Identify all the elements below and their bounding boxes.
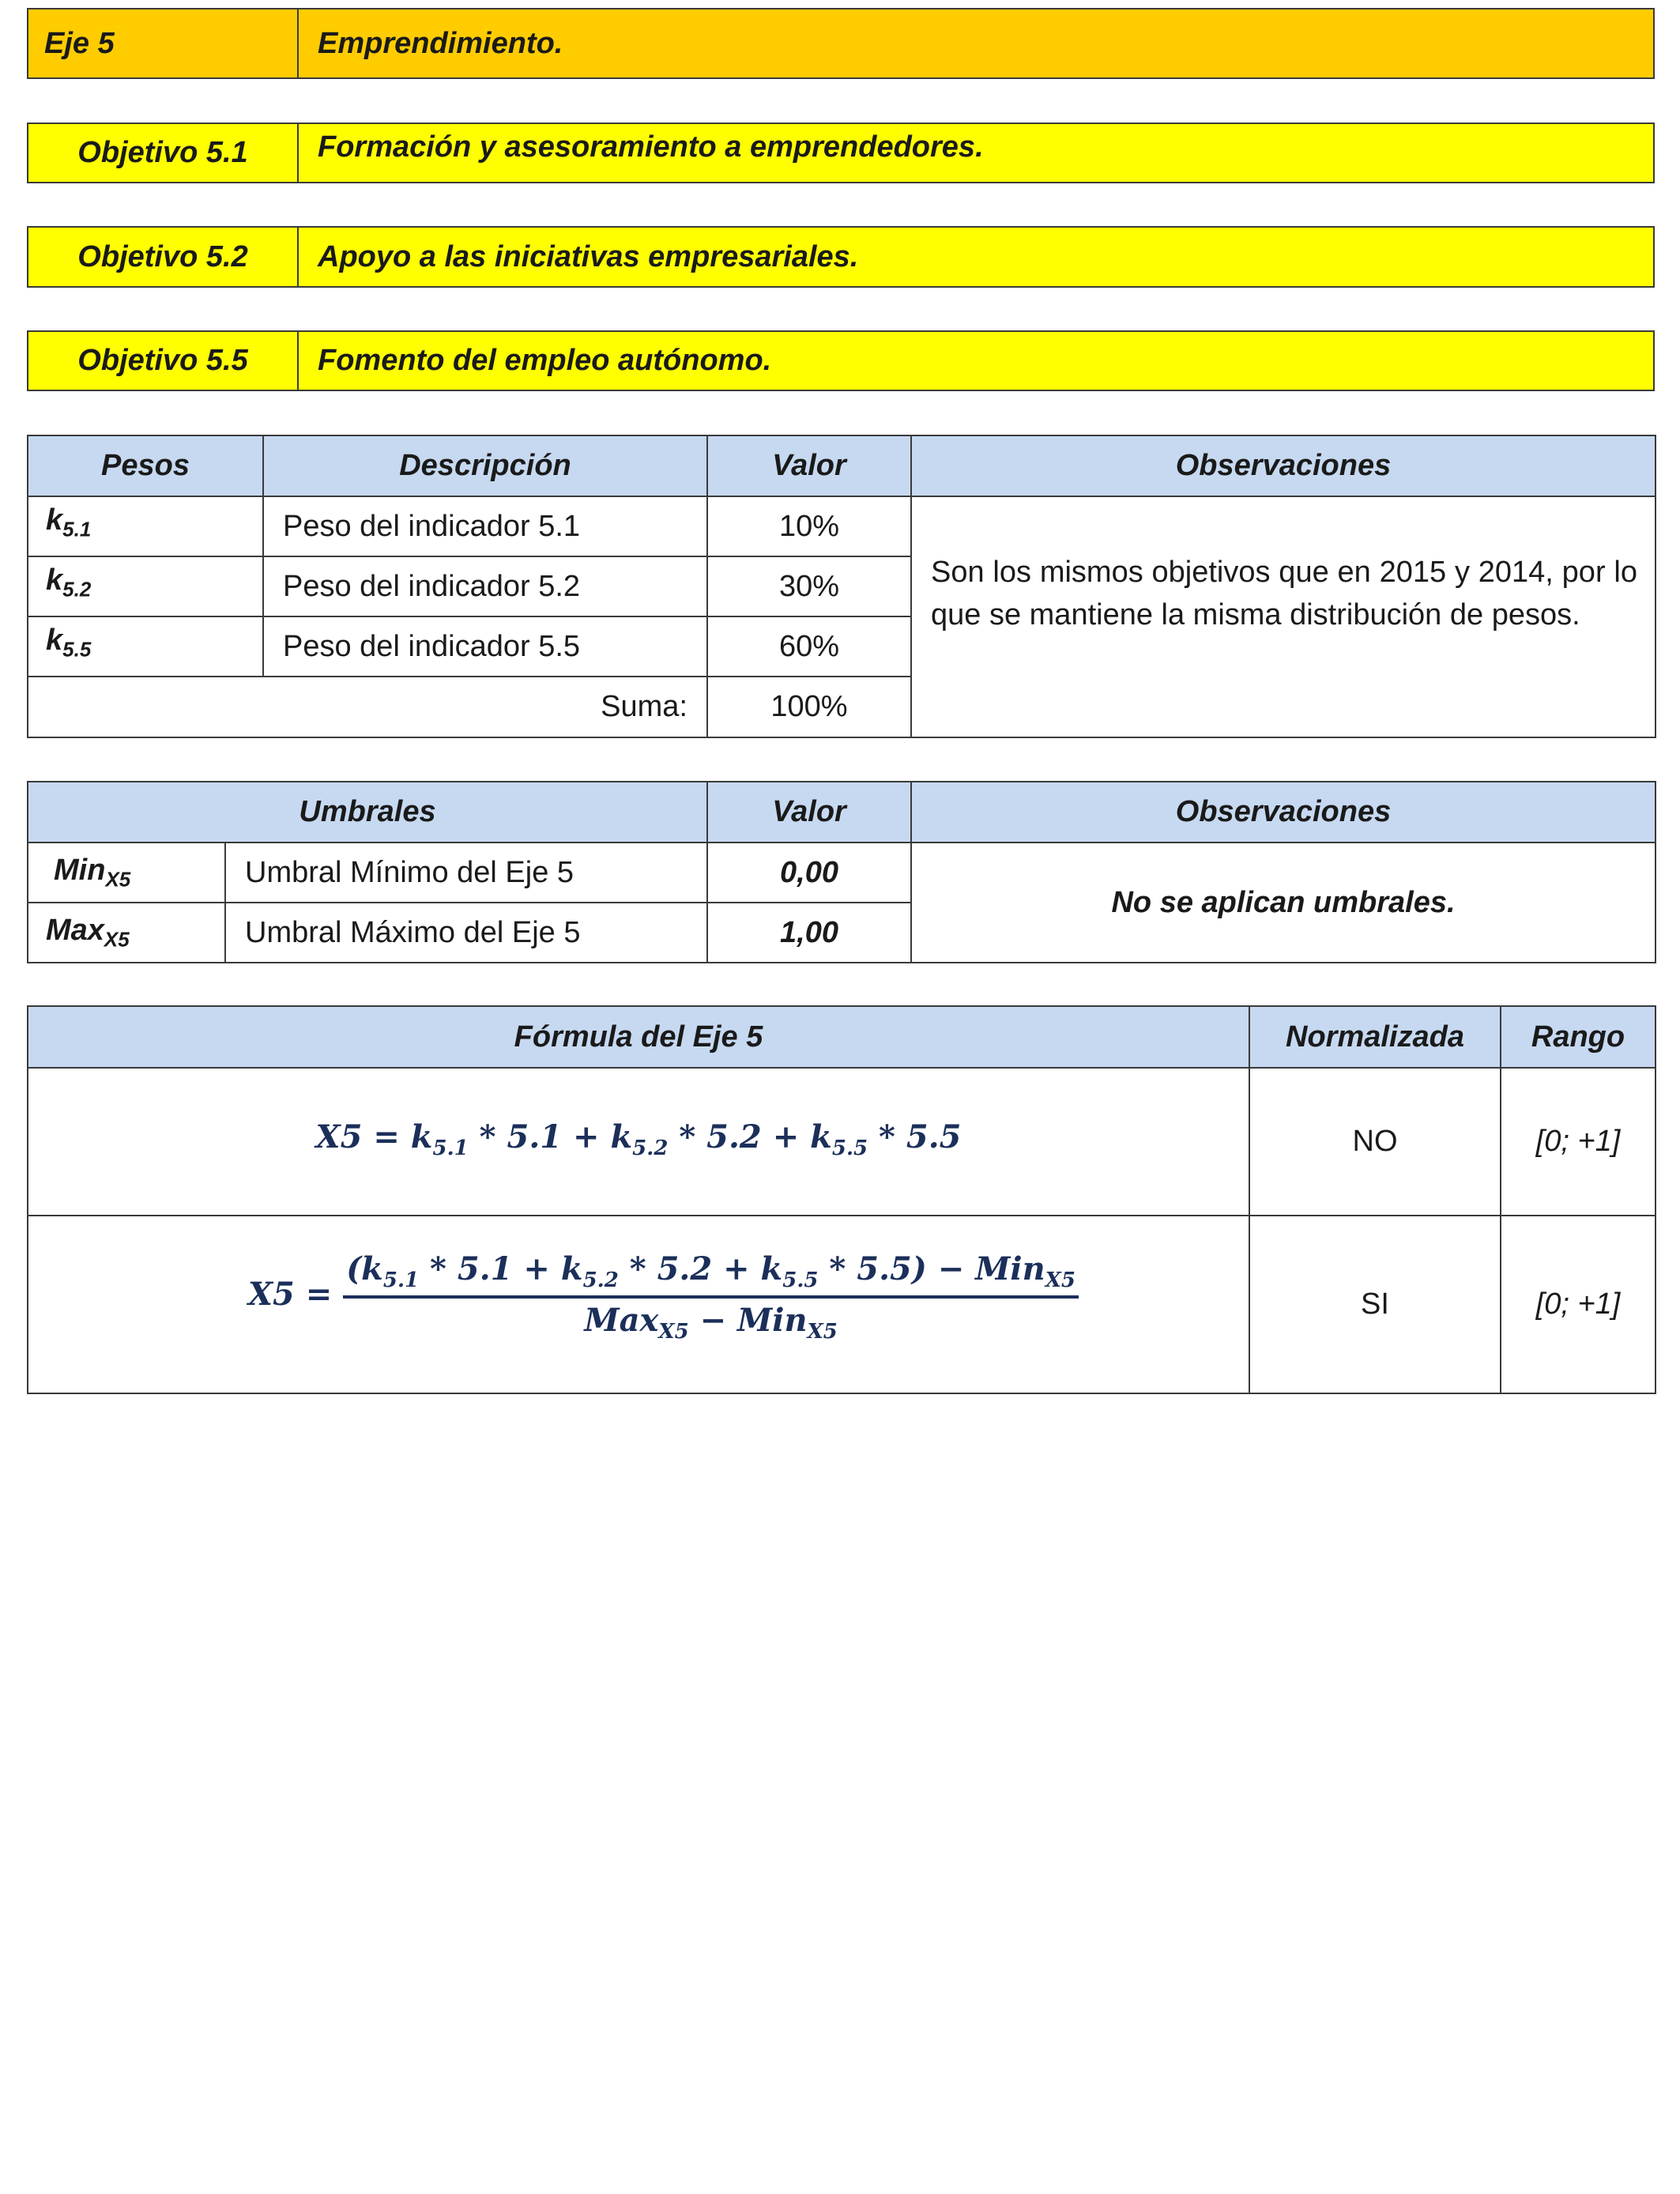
threshold-description: Umbral Máximo del Eje 5 (225, 903, 707, 963)
axis-title: Emprendimiento. (318, 26, 563, 60)
objective-label: Objetivo 5.5 (28, 332, 299, 390)
weight-description: Peso del indicador 5.5 (263, 616, 707, 677)
formula-normalized (28, 1216, 1249, 1393)
header-formula: Fórmula del Eje 5 (28, 1006, 1249, 1068)
objective-title: Apoyo a las iniciativas empresariales. (318, 239, 859, 273)
objective-bar-5-1 (27, 123, 1655, 183)
range-value: [0; +1] (1501, 1068, 1656, 1216)
table-row (28, 1216, 1656, 1393)
formula-expression: $X5 = k_{5.1} * 5.1 + k_{5.2} * 5.2 + k_{5.5} * 5.5$ (315, 1118, 962, 1160)
objective-label: Objetivo 5.1 (28, 124, 299, 182)
thresholds-table (27, 781, 1656, 963)
objective-label: Objetivo 5.2 (28, 228, 299, 286)
threshold-symbol: Min$_{X5}$ (28, 843, 225, 903)
header-normalizada: Normalizada (1249, 1006, 1501, 1068)
axis-label: Eje 5 (28, 9, 299, 77)
formula-table (27, 1005, 1656, 1394)
header-observaciones: Observaciones (911, 435, 1656, 496)
header-observaciones: Observaciones (911, 782, 1656, 843)
threshold-symbol: Max$_{X5}$ (28, 903, 225, 963)
objective-title: Formación y asesoramiento a emprendedores. (318, 130, 984, 164)
header-umbrales: Umbrales (28, 782, 707, 843)
objective-bar-5-5 (27, 330, 1655, 391)
header-descripcion: Descripción (263, 435, 707, 496)
formula-expression: X5 = $\frac{(k_{5.1} * 5.1 + k_{5.2} * 5.2 + k_{5.5} * 5.5) - Min_{X5}}{Max_{X5} - Min_{X5}}$ (248, 1276, 1079, 1313)
weights-observations: Son los mismos objetivos que en 2015 y 2014, por lo que se mantiene la misma distribución de pesos. (911, 496, 1656, 737)
formula-plain (28, 1068, 1249, 1216)
table-row (28, 843, 1656, 903)
header-rango: Rango (1501, 1006, 1656, 1068)
axis-header-bar (27, 8, 1655, 79)
weight-description: Peso del indicador 5.2 (263, 556, 707, 616)
sum-value: 100% (707, 677, 911, 737)
weight-value: 60% (707, 616, 911, 677)
normalized-value: NO (1249, 1068, 1501, 1216)
weight-value: 30% (707, 556, 911, 616)
range-value: [0; +1] (1501, 1216, 1656, 1393)
table-row (28, 1068, 1656, 1216)
header-valor: Valor (707, 435, 911, 496)
normalized-value: SI (1249, 1216, 1501, 1393)
objective-bar-5-2 (27, 226, 1655, 288)
weight-symbol: $k_{5.2}$ (28, 556, 263, 616)
objective-title: Fomento del empleo autónomo. (318, 344, 772, 377)
table-row (28, 496, 1656, 556)
header-pesos: Pesos (28, 435, 263, 496)
header-valor: Valor (707, 782, 911, 843)
threshold-value: 0,00 (707, 843, 911, 903)
weight-symbol: $k_{5.5}$ (28, 616, 263, 677)
weight-value: 10% (707, 496, 911, 556)
threshold-description: Umbral Mínimo del Eje 5 (225, 843, 707, 903)
thresholds-observations: No se aplican umbrales. (911, 843, 1656, 963)
weight-description: Peso del indicador 5.1 (263, 496, 707, 556)
threshold-value: 1,00 (707, 903, 911, 963)
weights-table (27, 435, 1656, 738)
weight-symbol: $k_{5.1}$ (28, 496, 263, 556)
sum-label: Suma: (28, 677, 707, 737)
